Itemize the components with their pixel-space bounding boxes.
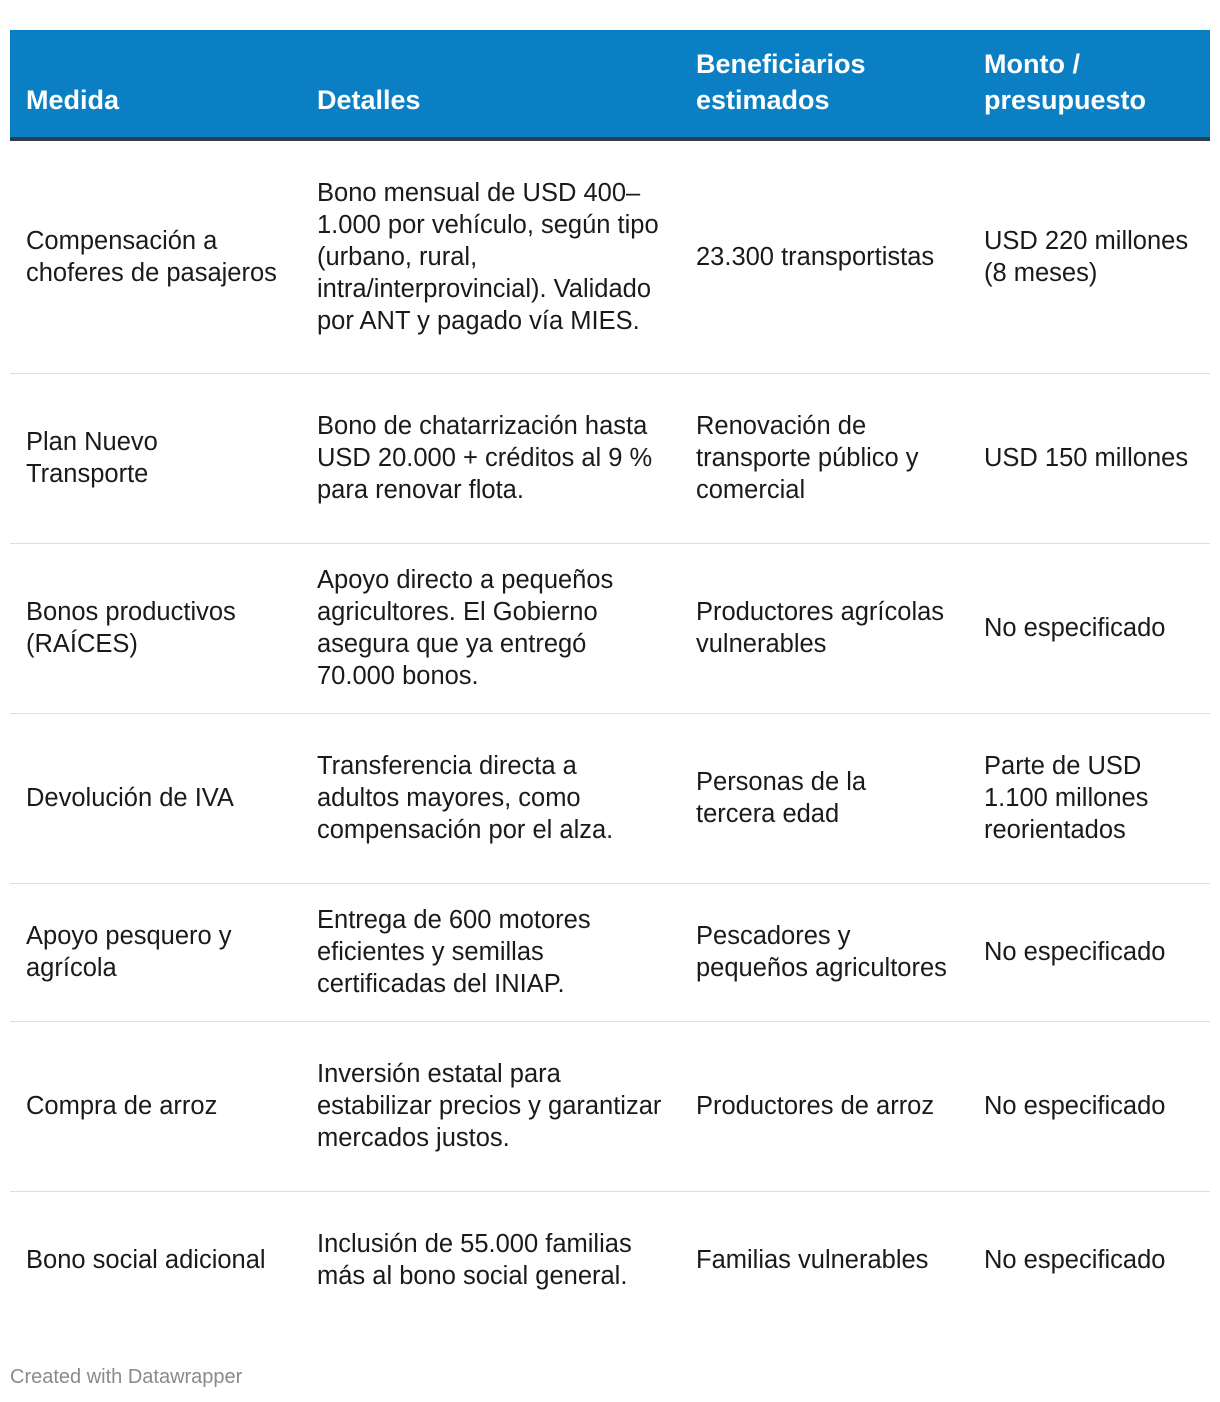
cell-monto: No especificado: [984, 1246, 1166, 1275]
table-header: [10, 30, 1210, 139]
cell-medida: Compra de arroz: [10, 1021, 301, 1191]
cell-monto: No especificado: [968, 883, 1210, 1021]
cell-detalles: Apoyo directo a pequeños agricultores. El Gobierno asegura que ya entregó 70.000 bonos.: [301, 543, 680, 713]
header-beneficiarios[interactable]: Beneficiarios estimados: [680, 30, 968, 139]
cell-monto: No especificado: [968, 543, 1210, 713]
cell-detalles: Inversión estatal para estabilizar precios y garantizar mercados justos.: [301, 1021, 680, 1191]
cell-beneficiarios: Pescadores y pequeños agricultores: [680, 883, 968, 1021]
cell-beneficiarios: Renovación de transporte público y comercial: [680, 373, 968, 543]
cell-beneficiarios: 23.300 transportistas: [680, 139, 968, 373]
cell-monto: Parte de USD 1.100 millones reorientados: [968, 713, 1210, 883]
cell-medida: Compensación a choferes de pasajeros: [10, 139, 301, 373]
measures-table: [10, 30, 1210, 1329]
cell-monto: No especificado: [968, 1021, 1210, 1191]
cell-detalles: Bono de chatarrización hasta USD 20.000 + créditos al 9 % para renovar flota.: [301, 373, 680, 543]
cell-medida: Bono social adicional: [26, 1246, 266, 1275]
cell-beneficiarios: Productores agrícolas vulnerables: [680, 543, 968, 713]
table-row: [10, 1021, 1210, 1191]
table-row: [10, 139, 1210, 373]
table-row: [10, 1191, 1210, 1329]
cell-beneficiarios: Personas de la tercera edad: [680, 713, 968, 883]
table-row: [10, 373, 1210, 543]
table-row: [10, 713, 1210, 883]
cell-detalles: Inclusión de 55.000 familias más al bono social general.: [317, 1230, 632, 1291]
table-row: [10, 883, 1210, 1021]
datawrapper-credit[interactable]: Created with Datawrapper: [10, 1366, 243, 1388]
header-row: [10, 30, 1210, 139]
header-monto[interactable]: Monto / presupuesto: [968, 30, 1210, 139]
cell-medida: Devolución de IVA: [10, 713, 301, 883]
cell-monto: USD 220 millones (8 meses): [968, 139, 1210, 373]
cell-detalles: Entrega de 600 motores eficientes y semillas certificadas del INIAP.: [301, 883, 680, 1021]
table-body: [10, 139, 1210, 1329]
header-medida[interactable]: Medida: [10, 30, 301, 139]
cell-detalles: Bono mensual de USD 400–1.000 por vehículo, según tipo (urbano, rural, intra/interprovincial). Validado por ANT y pagado vía MIES.: [301, 139, 680, 373]
cell-medida: Plan Nuevo Transporte: [10, 373, 301, 543]
table-row: [10, 543, 1210, 713]
header-detalles[interactable]: Detalles: [301, 30, 680, 139]
cell-monto: USD 150 millones: [968, 373, 1210, 543]
cell-detalles: Transferencia directa a adultos mayores, como compensación por el alza.: [301, 713, 680, 883]
cell-beneficiarios: Productores de arroz: [680, 1021, 968, 1191]
data-table-container: [10, 30, 1210, 1329]
cell-beneficiarios: Familias vulnerables: [696, 1246, 929, 1275]
cell-medida: Bonos productivos (RAÍCES): [10, 543, 301, 713]
cell-medida: Apoyo pesquero y agrícola: [10, 883, 301, 1021]
